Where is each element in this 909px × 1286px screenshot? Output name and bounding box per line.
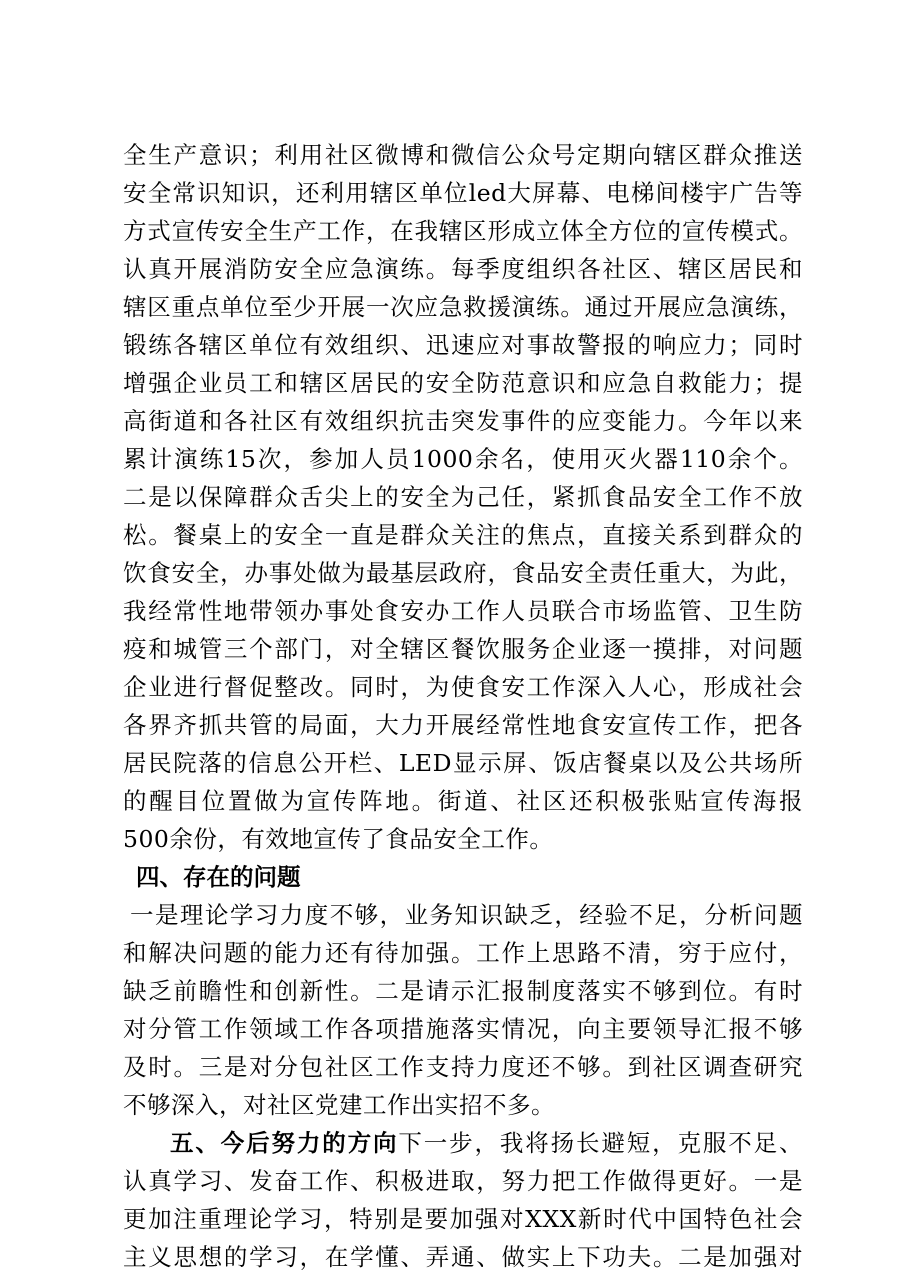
text-line: 锻练各辖区单位有效组织、迅速应对事故警报的响应力；同时 <box>123 331 803 359</box>
text-line: 对分管工作领域工作各项措施落实情况，向主要领导汇报不够 <box>123 1015 803 1043</box>
text-line: 饮食安全，办事处做为最基层政府，食品安全责任重大，为此， <box>123 559 803 587</box>
text-line: 及时。三是对分包社区工作支持力度还不够。到社区调查研究 <box>123 1053 803 1081</box>
text-line: 的醒目位置做为宣传阵地。街道、社区还积极张贴宣传海报 <box>123 787 803 815</box>
text-line: 各界齐抓共管的局面，大力开展经常性地食安宣传工作，把各 <box>123 711 803 739</box>
section-heading: 五、今后努力的方向 <box>170 1129 399 1157</box>
text-line: 认真开展消防安全应急演练。每季度组织各社区、辖区居民和 <box>123 255 803 283</box>
text-line: 疫和城管三个部门，对全辖区餐饮服务企业逐一摸排，对问题 <box>123 635 803 663</box>
text-line: 我经常性地带领办事处食安办工作人员联合市场监管、卫生防 <box>123 597 803 625</box>
text-line <box>170 1124 803 1162</box>
text-line: 500余份，有效地宣传了食品安全工作。 <box>123 825 554 853</box>
text-run: 下一步，我将扬长避短，克服不足、 <box>398 1129 803 1157</box>
text-line: 不够深入，对社区党建工作出实招不多。 <box>123 1091 555 1119</box>
text-line: 居民院落的信息公开栏、LED显示屏、饭店餐桌以及公共场所 <box>123 749 803 777</box>
text-line: 企业进行督促整改。同时，为使食安工作深入人心，形成社会 <box>123 673 803 701</box>
text-line: 更加注重理论学习，特别是要加强对XXX新时代中国特色社会 <box>123 1205 803 1233</box>
text-line: 缺乏前瞻性和创新性。二是请示汇报制度落实不够到位。有时 <box>123 977 803 1005</box>
text-line: 和解决问题的能力还有待加强。工作上思路不清，穷于应付， <box>123 939 803 967</box>
text-line: 安全常识知识，还利用辖区单位led大屏幕、电梯间楼宇广告等 <box>123 179 803 207</box>
text-line: 一是理论学习力度不够，业务知识缺乏，经验不足，分析问题 <box>130 901 803 929</box>
text-line: 主义思想的学习，在学懂、弄通、做实上下功夫。二是加强对 <box>123 1243 803 1271</box>
text-line: 松。餐桌上的安全一直是群众关注的焦点，直接关系到群众的 <box>123 521 803 549</box>
text-line: 辖区重点单位至少开展一次应急救援演练。通过开展应急演练， <box>123 293 803 321</box>
text-line: 高街道和各社区有效组织抗击突发事件的应变能力。今年以来 <box>123 407 803 435</box>
text-line: 增强企业员工和辖区居民的安全防范意识和应急自救能力；提 <box>123 369 803 397</box>
section-heading: 四、存在的问题 <box>136 863 301 891</box>
text-line: 二是以保障群众舌尖上的安全为己任，紧抓食品安全工作不放 <box>123 483 803 511</box>
text-line: 全生产意识；利用社区微博和微信公众号定期向辖区群众推送 <box>123 141 803 169</box>
text-line: 方式宣传安全生产工作，在我辖区形成立体全方位的宣传模式。 <box>123 217 803 245</box>
text-line: 累计演练15次，参加人员1000余名，使用灭火器110余个。 <box>123 445 803 473</box>
text-line: 认真学习、发奋工作、积极进取，努力把工作做得更好。一是 <box>123 1167 803 1195</box>
